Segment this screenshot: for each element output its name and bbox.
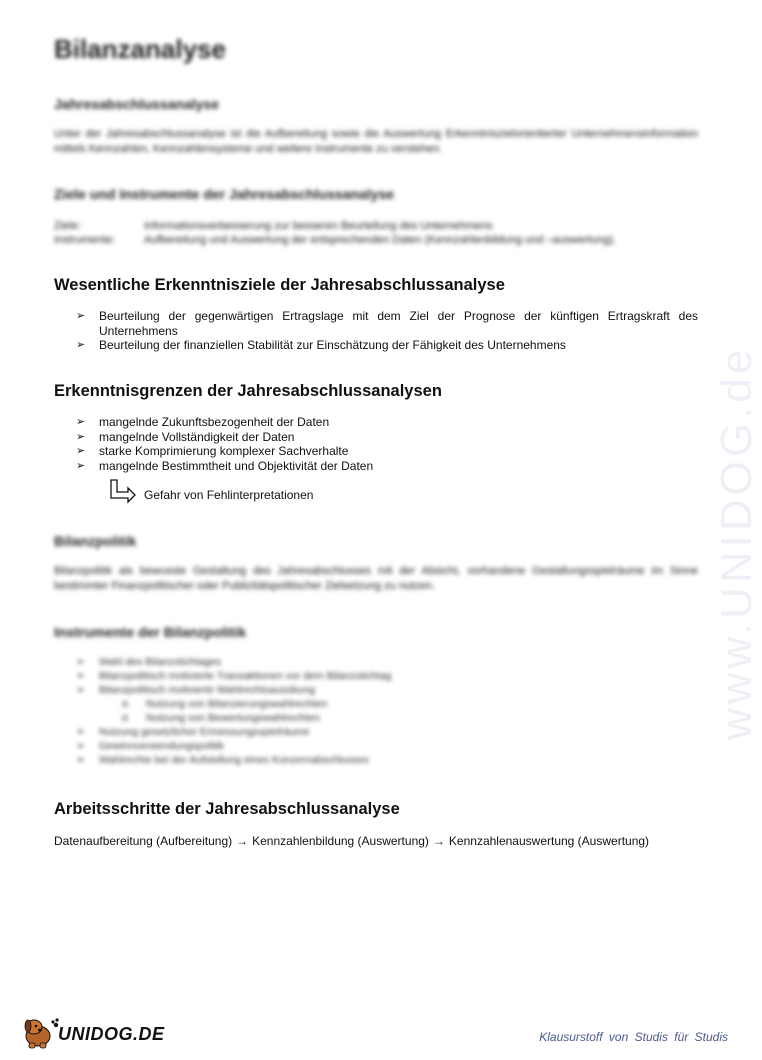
list-item-text: Bilanzpolitisch motivierte Transaktionen vor dem Bilanzstichtag [99, 670, 392, 682]
footer-tagline: Klausurstoff von Studis für Studis [539, 1030, 728, 1044]
section-heading-ziele-instrumente: Ziele und Instrumente der Jahresabschlussanalyse [54, 186, 395, 202]
arrow-bullet-icon: ➢ [76, 670, 86, 682]
logo-text: UNIDOG.DE [58, 1024, 165, 1044]
arrow-bullet-icon: ➢ [76, 459, 86, 472]
consequence-text: Gefahr von Fehlinterpretationen [144, 488, 314, 502]
sub-list-item [76, 697, 698, 711]
list-item [76, 459, 698, 474]
arrow-bullet-icon: ➢ [76, 310, 86, 322]
list-item-text: Nutzung gesetzlicher Ermessungsspielräume [99, 726, 310, 738]
list-item-text: Nutzung von Bewertungswahlrechten [146, 712, 320, 724]
dog-mascot-icon [20, 1014, 60, 1050]
section-heading-erkenntnisziele: Wesentliche Erkenntnisziele der Jahresabschlussanalyse [54, 276, 505, 294]
instrumente-list [76, 655, 698, 767]
arrow-bullet-icon: ➢ [76, 339, 86, 351]
right-arrow-icon: → [432, 834, 445, 848]
arrow-bullet-icon: ➢ [76, 740, 86, 752]
arrow-bullet-icon: ➢ [76, 416, 86, 428]
definition-row [54, 219, 704, 233]
definition-row [54, 233, 704, 247]
arrow-bullet-icon: ➢ [76, 726, 86, 738]
list-item-text: Wahlrechte bei der Aufstellung eines Konzernabschlusses [99, 754, 369, 766]
sub-list-item [76, 711, 698, 725]
section-text-bilanzpolitik: Bilanzpolitik als bewusste Gestaltung des Jahresabschlusses mit der Absicht, vorhandene Gestaltungsspielräume im Sinne bestimmter Finanzpolitischer oder Publizitätspolitischer Zielsetzung zu nutzen. [54, 565, 698, 592]
list-item [76, 415, 698, 430]
section-text-jahresabschlussanalyse: Unter der Jahresabschlussanalyse ist die Aufbereitung sowie die Auswertung Erkenntniszielorientierter Unternehmensinformation mittels Kennzahlen, Kennzahlensysteme und weitere Instrumente zu verstehen. [54, 128, 698, 155]
list-item [76, 739, 698, 753]
right-arrow-icon: → [236, 834, 249, 848]
list-item-text: Bilanzpolitisch motivierte Wahlrechtsausübung [99, 684, 316, 696]
list-item-text: Wahl des Bilanzstichtages [99, 656, 222, 668]
definition-key: Instrumente: [54, 234, 116, 246]
arrow-bullet-icon: ➢ [76, 684, 86, 696]
circle-bullet-icon: o [122, 698, 129, 710]
erkenntnisziele-list [76, 309, 698, 353]
list-item [76, 444, 698, 459]
list-item [76, 309, 698, 338]
list-item [76, 430, 698, 445]
page-title: Bilanzanalyse [54, 34, 226, 64]
section-heading-arbeitsschritte: Arbeitsschritte der Jahresabschlussanalyse [54, 800, 400, 818]
definition-value: Aufbereitung und Auswertung der entsprechenden Daten (Kennzahlenbildung und –auswertung). [144, 234, 617, 246]
list-item-text: mangelnde Vollständigkeit der Daten [99, 429, 295, 444]
list-item [76, 753, 698, 767]
list-item [76, 725, 698, 739]
list-item [76, 669, 698, 683]
circle-bullet-icon: o [122, 712, 129, 724]
workflow-step: Kennzahlenbildung (Auswertung) [252, 834, 429, 848]
watermark: www.UNIDOG.de [712, 345, 761, 740]
list-item-text: Beurteilung der finanziellen Stabilität zur Einschätzung der Fähigkeit des Unternehmens [99, 338, 566, 352]
definition-value: Informationsverbesserung zur besseren Beurteilung des Unternehmens [144, 220, 493, 232]
list-item-text: mangelnde Zukunftsbezogenheit der Daten [99, 415, 330, 429]
arrow-bullet-icon: ➢ [76, 656, 86, 668]
workflow-steps [54, 834, 649, 848]
arrow-bullet-icon: ➢ [76, 754, 86, 766]
definition-key: Ziele: [54, 220, 81, 232]
arrow-bullet-icon: ➢ [76, 430, 86, 443]
list-item-text: Beurteilung der gegenwärtigen Ertragslage mit dem Ziel der Prognose der künftigen Ertragskraft des Unternehmens [99, 309, 698, 338]
list-item-text: Gewinnverwendungspolitik [99, 740, 224, 752]
list-item [76, 655, 698, 669]
list-item [76, 338, 698, 353]
section-heading-instrumente-bilanzpolitik: Instrumente der Bilanzpolitik [54, 624, 247, 640]
arrow-bullet-icon: ➢ [76, 445, 86, 457]
erkenntnisgrenzen-list [76, 415, 698, 473]
section-heading-jahresabschlussanalyse: Jahresabschlussanalyse [54, 96, 219, 112]
list-item-text: starke Komprimierung komplexer Sachverhalte [99, 444, 349, 458]
hooked-arrow-icon [108, 478, 138, 504]
workflow-step: Kennzahlenauswertung (Auswertung) [448, 834, 650, 848]
list-item-text: Nutzung von Bilanzierungswahlrechten [146, 698, 328, 710]
section-heading-bilanzpolitik: Bilanzpolitik [54, 533, 137, 549]
workflow-step: Datenaufbereitung (Aufbereitung) [54, 834, 233, 848]
list-item [76, 683, 698, 697]
list-item-text: mangelnde Bestimmtheit und Objektivität der Daten [99, 458, 374, 473]
footer-logo [20, 1014, 165, 1050]
section-heading-erkenntnisgrenzen: Erkenntnisgrenzen der Jahresabschlussanalysen [54, 382, 442, 400]
